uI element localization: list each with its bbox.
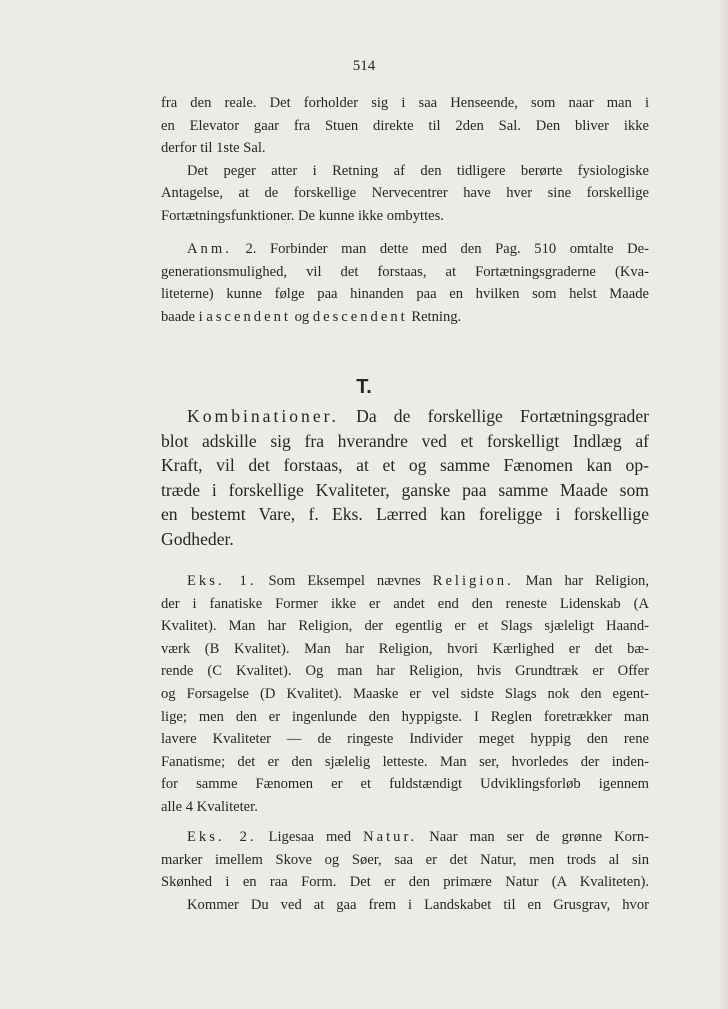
text-line: lige; men den er ingenlunde den hyppigste. I Reglen foretrækker man xyxy=(161,708,649,725)
example-label: Eks. 1. xyxy=(187,573,257,589)
section-paragraph xyxy=(161,404,649,552)
section-title: Kombinationer. xyxy=(187,406,339,426)
text-line: og Forsagelse (D Kvalitet). Maaske er vel sidste Slags nok den egent- xyxy=(161,685,649,702)
page-edge xyxy=(718,0,728,1009)
text-line: for samme Fænomen er et fuldstændigt Udviklingsforløb igennem xyxy=(161,776,649,793)
text-line: træde i forskellige Kvaliteter, ganske paa samme Maade som xyxy=(161,479,649,500)
note-label: Anm. xyxy=(187,241,232,257)
text-line: blot adskille sig fra hverandre ved et forskelligt Indlæg af xyxy=(161,430,649,451)
spaced-term: Natur. xyxy=(363,829,418,845)
opening-paragraphs xyxy=(161,92,649,228)
example-1-paragraph xyxy=(161,570,649,819)
text-line: lavere Kvaliteter — de ringeste Individer meget hyppig den rene xyxy=(161,731,649,748)
text-line: værk (B Kvalitet). Man har Religion, hvori Kærlighed er det bæ- xyxy=(161,640,649,657)
text-line: Fortætningsfunktioner. De kunne ikke ombyttes. xyxy=(161,207,444,224)
example-label: Eks. 2. xyxy=(187,829,257,845)
text-line: rende (C Kvalitet). Og man har Religion, hvis Grundtræk er Offer xyxy=(161,663,649,680)
note-paragraph xyxy=(161,238,649,328)
page-number: 514 xyxy=(352,58,376,74)
text-line: en Elevator gaar fra Stuen direkte til 2den Sal. Den bliver ikke xyxy=(161,117,649,134)
note-line: Anm. 2. Forbinder man dette med den Pag. 510 omtalte De- xyxy=(187,241,649,257)
text-line: Eks. 1. Som Eksempel nævnes Religion. Man har Religion, xyxy=(187,573,649,589)
text-line: Kraft, vil det forstaas, at et og samme Fænomen kan op- xyxy=(161,455,649,476)
note-line: baade i ascendent og descendent Retning. xyxy=(161,308,462,325)
text-line: Kombinationer. Da de forskellige Fortætningsgrader xyxy=(187,406,649,426)
text-line: Godheder. xyxy=(161,528,234,549)
text-line: derfor til 1ste Sal. xyxy=(161,140,266,157)
text-line: Antagelse, at de forskellige Nervecentrer have hver sine forskellige xyxy=(161,185,649,202)
note-line: liteterne) kunne følge paa hinanden paa en hvilken som helst Maade xyxy=(161,286,649,303)
text-line: Fanatisme; det er den sjælelig letteste. Man ser, hvorledes der inden- xyxy=(161,753,649,770)
text-line: Kommer Du ved at gaa frem i Landskabet til en Grusgrav, hvor xyxy=(187,896,649,913)
note-line: generationsmulighed, vil det forstaas, at Fortætningsgraderne (Kva- xyxy=(161,263,649,280)
text-line: Kvalitet). Man har Religion, der egentlig er et Slags sjæleligt Haand- xyxy=(161,618,649,635)
text-line: en bestemt Vare, f. Eks. Lærred kan foreligge i forskellige xyxy=(161,504,649,525)
text-line: marker imellem Skove og Søer, saa er det Natur, men trods al sin xyxy=(161,851,649,868)
spaced-term: Religion. xyxy=(432,573,514,589)
text-line: Det peger atter i Retning af den tidligere berørte fysiologiske xyxy=(187,162,649,179)
text-line: alle 4 Kvaliteter. xyxy=(161,798,258,815)
spaced-term: ascendent xyxy=(206,308,291,325)
text-line: Eks. 2. Ligesaa med Natur. Naar man ser de grønne Korn- xyxy=(187,829,649,845)
text-line: Skønhed i en raa Form. Det er den primære Natur (A Kvaliteten). xyxy=(161,874,649,891)
section-heading: T. xyxy=(356,376,372,398)
text-line: fra den reale. Det forholder sig i saa Henseende, som naar man i xyxy=(161,95,649,111)
text-line: der i fanatiske Former ikke er andet end den reneste Lidenskab (A xyxy=(161,595,649,612)
example-2-paragraph xyxy=(161,826,649,916)
spaced-term: descendent xyxy=(312,308,408,325)
